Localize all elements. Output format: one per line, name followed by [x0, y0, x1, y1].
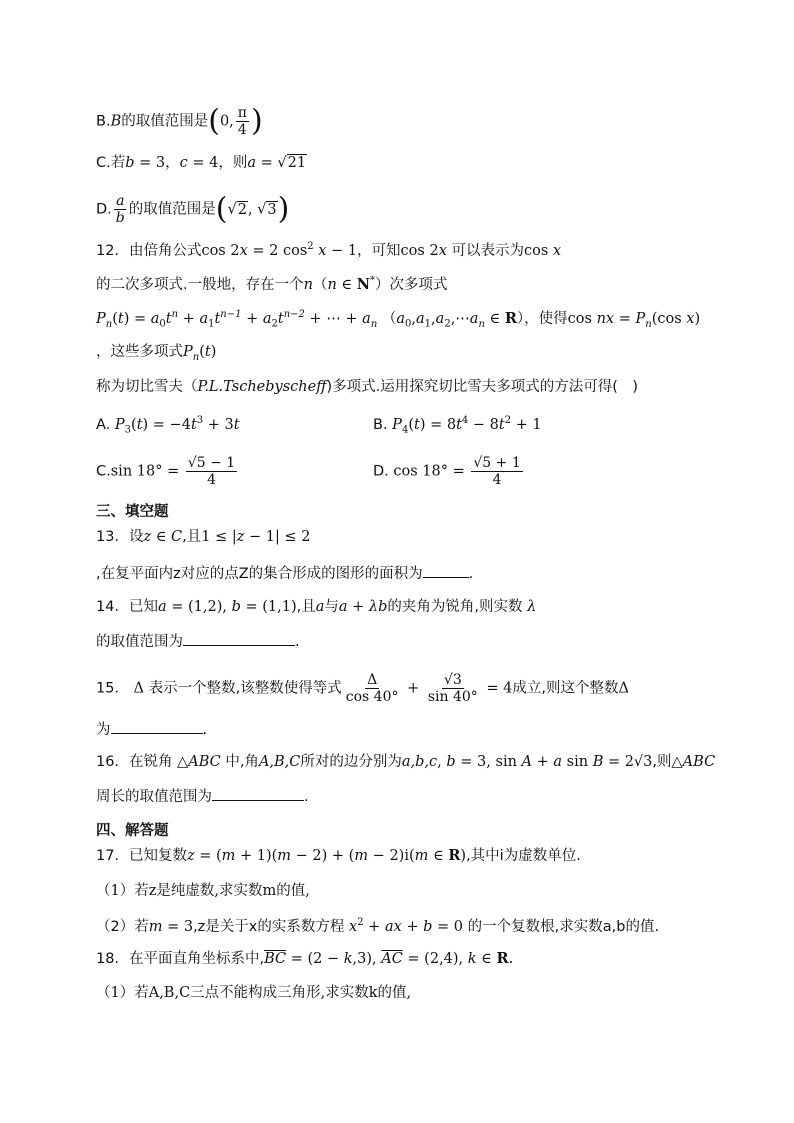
q12-line-2: 的二次多项式.一般地，存在一个n（n ∈ N*）次多项式: [96, 275, 448, 293]
q16-line-1: 16．在锐角 △ABC 中,角A,B,C所对的边分别为a,b,c, b = 3, sin A + a sin B = 2√3,则△ABC: [96, 754, 716, 770]
q12-option-b: B. $P_4(t) = 8t^4 - 8t^2 + 1$: [373, 415, 542, 436]
q12-option-d: D. cos 18° = $\frac{√5 + 1}{4}$: [373, 455, 521, 488]
q17-part-2: （2）若m = 3,z是关于x的实系数方程 $x^2$ + ax + b = 0 的一个复数根,求实数a,b的值.: [96, 917, 660, 935]
q16-answer-blank[interactable]: [212, 786, 304, 801]
q13-line-2: ,在复平面内z对应的点Z的集合形成的图形的面积为 .: [96, 563, 473, 585]
q15-line-2: 为 .: [96, 719, 207, 741]
q12-line-5: 称为切比雪夫（P.L.Tschebyscheff)多项式.运用探究切比雪夫多项式的方法可得( ): [96, 379, 639, 395]
q17-line-1: 17．已知复数z = (m + 1)(m − 2) + (m − 2)i(m ∈ R),其中i为虚数单位.: [96, 847, 581, 864]
q12-line-1: 12．由倍角公式cos 2x = 2 $\cos^2 x - 1$，可知cos 2x 可以表示为cos x: [96, 241, 562, 259]
q13-answer-blank[interactable]: [423, 563, 469, 578]
q15-line-1: 15． Δ 表示一个整数,该整数使得等式 $\frac{\Delta}{\cos 40^\circ}$ + $\frac{√3}{\sin 40^\circ}$ = 4成立,则这个整数Δ: [96, 672, 629, 705]
q18-part-1: （1）若A,B,C三点不能构成三角形,求实数k的值,: [96, 985, 412, 1001]
q15-answer-blank[interactable]: [111, 719, 203, 734]
section-fill-in-title: 三、填空题: [96, 504, 169, 520]
q14-line-2: 的取值范围为 .: [96, 631, 300, 653]
q12-option-a: A. $P_3(t) = -4t^3 + 3t$: [96, 415, 240, 436]
q14-answer-blank[interactable]: [183, 631, 295, 646]
q11-option-d: D. $\frac{a}{b}$ 的取值范围是(√2, √3): [96, 191, 290, 227]
q17-part-1: （1）若z是纯虚数,求实数m的值,: [96, 883, 310, 899]
q12-line-4: ，这些多项式$P_n(t)$: [96, 344, 217, 363]
q11-option-c: C.若b = 3，c = 4，则a = √21: [96, 155, 307, 171]
q12-option-c: C.sin 18° = $\frac{√5 - 1}{4}$: [96, 455, 236, 488]
q14-line-1: 14．已知a = (1,2), b = (1,1),且a与a + λb的夹角为锐角,则实数 λ: [96, 599, 537, 615]
q11-option-b: B.B的取值范围是(0, $\frac{\pi}{4}$ ): [96, 103, 263, 139]
section-answer-title: 四、解答题: [96, 823, 169, 839]
q16-line-2: 周长的取值范围为 .: [96, 786, 309, 808]
q18-line-1: 18．在平面直角坐标系中$,\overline{BC} = (2 - k,3)$, $\overline{AC} = (2,4)$, k ∈ R.: [96, 950, 514, 967]
q13-line-1: 13．设z ∈ C,且1 ≤ |z − 1| ≤ 2: [96, 529, 311, 545]
q12-line-3: $P_n(t) = a_0t^n + a_1t^{n-1} + a_2t^{n-2}$ + ⋯ + $a_n$ （$a_0,a_1,a_2,\cdots a_n$ ∈ R），使得cos nx = $P_n(\cos$ x): [96, 309, 701, 330]
